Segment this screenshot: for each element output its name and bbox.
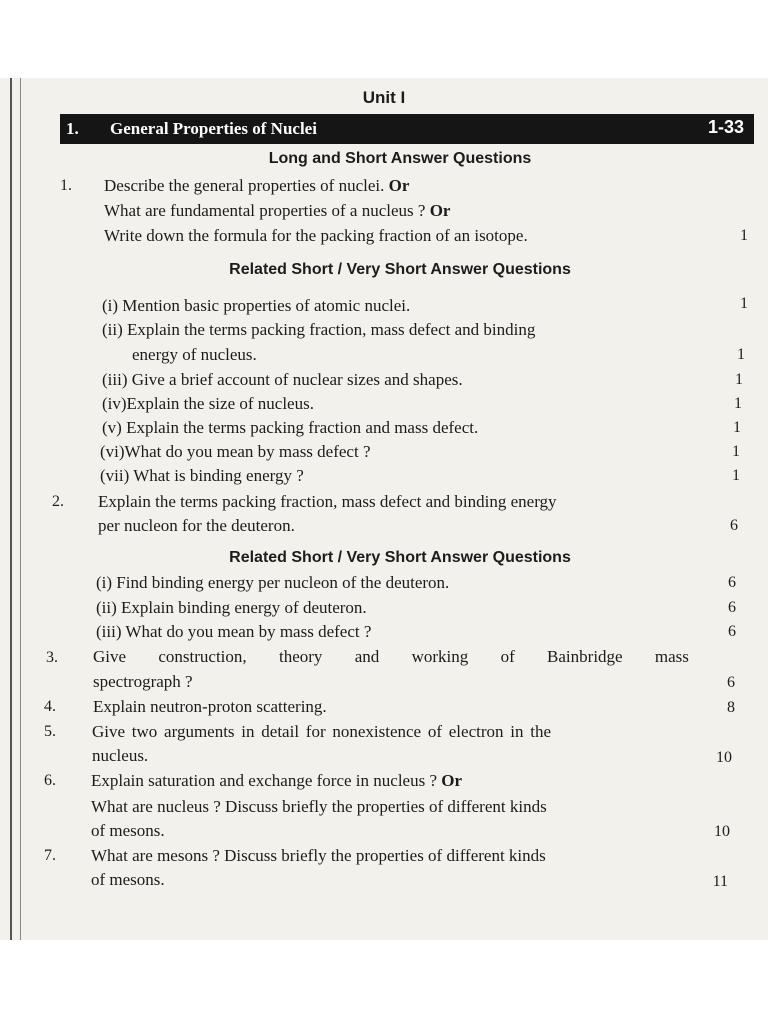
q3-number: 3. — [46, 649, 58, 666]
related1-item: (i) Mention basic properties of atomic nuclei. — [102, 296, 411, 315]
unit-title: Unit I — [362, 88, 406, 107]
related1-mark: 1 — [732, 467, 740, 484]
q3-word: working — [411, 647, 469, 666]
related1-item: (iii) Give a brief account of nuclear sizes and shapes. — [102, 370, 463, 389]
q1-line1 — [104, 176, 409, 196]
related1-mark: 1 — [737, 346, 745, 363]
related1-mark: 1 — [735, 371, 743, 388]
q1-or-2: Or — [429, 201, 451, 220]
related2-mark: 6 — [728, 574, 736, 591]
q1-number: 1. — [60, 177, 72, 194]
heading-related-1: Related Short / Very Short Answer Questions — [229, 261, 571, 278]
q5-line2: nucleus. — [92, 746, 149, 765]
q1-line1-text: Describe the general properties of nuclei. — [104, 176, 385, 195]
related1-item: (vii) What is binding energy ? — [100, 466, 304, 485]
q6-line3: of mesons. — [91, 821, 165, 840]
q6-line1-text: Explain saturation and exchange force in nucleus ? — [91, 771, 438, 790]
q2-number: 2. — [52, 493, 64, 510]
q6-mark: 10 — [714, 823, 730, 840]
related2-item: (ii) Explain binding energy of deuteron. — [96, 598, 367, 617]
related1-item: (iv)Explain the size of nucleus. — [102, 394, 314, 413]
q3-word: of — [500, 647, 515, 666]
chapter-bar — [60, 114, 754, 144]
q6-line1 — [91, 771, 462, 791]
chapter-title: General Properties of Nuclei — [110, 119, 317, 138]
related1-item — [102, 320, 700, 340]
q6-or: Or — [441, 771, 463, 790]
q7-line2: of mesons. — [91, 870, 165, 889]
q2-line2: per nucleon for the deuteron. — [98, 516, 295, 535]
q4-mark: 8 — [727, 699, 735, 716]
chapter-number: 1. — [66, 119, 79, 138]
related1-item: (vi)What do you mean by mass defect ? — [100, 442, 371, 461]
related2-mark: 6 — [728, 599, 736, 616]
q5-line1: Give two arguments in detail for nonexistence of electron in the — [92, 722, 551, 741]
q5-mark: 10 — [716, 749, 732, 766]
q4-line1: Explain neutron-proton scattering. — [93, 697, 327, 716]
q1-mark: 1 — [740, 227, 748, 244]
related1-mark: 1 — [732, 443, 740, 460]
q5-number: 5. — [44, 723, 56, 740]
q3-line2: spectrograph ? — [93, 672, 193, 691]
q7-line1: What are mesons ? Discuss briefly the properties of different kinds — [91, 846, 546, 865]
heading-related-2: Related Short / Very Short Answer Questions — [229, 549, 571, 566]
related1-item-cont: energy of nucleus. — [132, 345, 257, 364]
related2-item: (i) Find binding energy per nucleon of the deuteron. — [96, 573, 450, 592]
q7-mark: 11 — [712, 873, 728, 890]
q2-mark: 6 — [730, 517, 738, 534]
q3-mark: 6 — [727, 674, 735, 691]
binding-edge — [10, 78, 21, 940]
q1-line2-text: What are fundamental properties of a nucleus ? — [104, 201, 426, 220]
q3-word: Give — [93, 647, 127, 666]
chapter-pages: 1-33 — [707, 117, 744, 137]
q1-line3: Write down the formula for the packing fraction of an isotope. — [104, 226, 528, 245]
q3-word: theory — [278, 647, 323, 666]
q4-number: 4. — [44, 698, 56, 715]
q1-line2 — [104, 201, 450, 221]
q3-line1 — [93, 647, 689, 667]
q3-word: mass — [654, 647, 689, 666]
q6-line2: What are nucleus ? Discuss briefly the properties of different kinds — [91, 797, 547, 816]
heading-long-short: Long and Short Answer Questions — [268, 150, 532, 167]
related1-mark: 1 — [734, 395, 742, 412]
related1-mark: 1 — [733, 419, 741, 436]
related1-item: (v) Explain the terms packing fraction and mass defect. — [102, 418, 479, 437]
related1-item-text: (ii) Explain the terms packing fraction, mass defect and binding — [102, 320, 536, 339]
q2-line1: Explain the terms packing fraction, mass defect and binding energy — [98, 492, 557, 511]
q1-or-1: Or — [388, 176, 410, 195]
q3-word: Bainbridge — [547, 647, 623, 666]
q7-number: 7. — [44, 847, 56, 864]
related2-item: (iii) What do you mean by mass defect ? — [96, 622, 372, 641]
q3-word: construction, — [158, 647, 247, 666]
related1-mark: 1 — [740, 295, 748, 312]
q3-word: and — [354, 647, 380, 666]
q6-number: 6. — [44, 772, 56, 789]
related2-mark: 6 — [728, 623, 736, 640]
